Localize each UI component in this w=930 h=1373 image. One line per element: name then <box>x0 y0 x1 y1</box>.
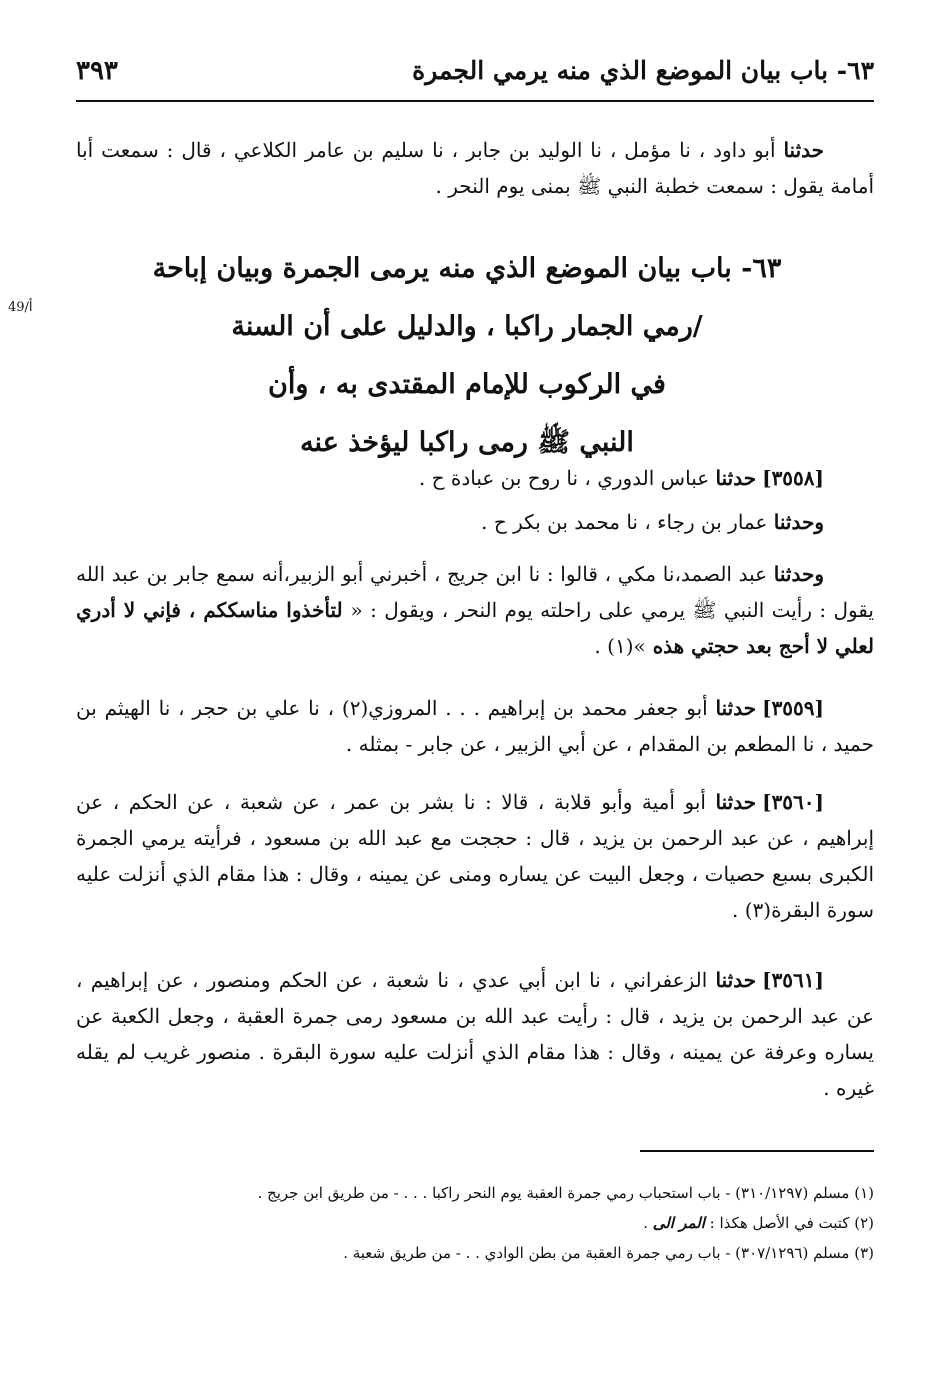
footnote-1: (١) مسلم (٣١٠/١٢٩٧) - باب استحباب رمي جمرة العقبة يوم النحر راكبا . . . - من طريق ابن جريج . <box>257 1184 874 1202</box>
footnote-separator <box>640 1150 874 1152</box>
chapter-line-1: ٦٣- باب بيان الموضع الذي منه يرمى الجمرة وبيان إباحة <box>152 253 782 284</box>
hadith-lead: حدثنا <box>715 790 757 814</box>
hadith-lead: حدثنا <box>715 968 757 992</box>
page-number: ٣٩٣ <box>76 56 118 86</box>
intro-lead: حدثنا <box>783 138 824 162</box>
footnote-2-text: (٢) كتبت في الأصل هكذا : <box>709 1214 874 1232</box>
hadith-lead: حدثنا <box>715 466 757 490</box>
hadith-3559-text <box>76 690 874 762</box>
margin-folio-note: 49/أ <box>8 300 33 315</box>
hadith-3561-text <box>76 962 874 1106</box>
running-title: ٦٣- باب بيان الموضع الذي منه يرمي الجمرة <box>412 56 874 85</box>
hadith-body: أبو أمية وأبو قلابة ، قالا : نا بشر بن عمر ، عن شعبة ، عن الحكم ، عن إبراهيم ، عن عبد الرحمن بن يزيد ، قال : حججت مع عبد الله بن مسعود ، فرأيته يرمي الجمرة الكبرى بسبع حصيات ، وجعل البيت عن يساره ومنى عن يمينه ، وقال : هذا مقام الذي أنزلت عليه سورة البقرة(٣) . <box>76 790 875 922</box>
footnotes <box>76 1178 874 1268</box>
intro-text <box>76 132 874 204</box>
hadith-body: عباس الدوري ، نا روح بن عبادة ح . <box>418 466 716 490</box>
hadith-number: [٣٥٦١] <box>762 968 824 992</box>
isnad-2 <box>76 504 874 540</box>
chapter-line-2: /رمي الجمار راكبا ، والدليل على أن السنة <box>231 311 703 342</box>
isnad-2-text <box>76 504 874 540</box>
manuscript-form: المر الى <box>652 1214 705 1232</box>
hadith-lead: حدثنا <box>715 696 757 720</box>
chapter-heading <box>60 240 874 472</box>
hadith-3561 <box>76 962 874 1106</box>
isnad-body: عبد الصمد،نا مكي ، قالوا : نا ابن جريج ، أخبرني أبو الزبير،أنه سمع جابر بن عبد الله يقول : رأيت النبي ﷺ يرمي على راحلته يوم النحر ، ويقول : « <box>76 562 874 622</box>
isnad-lead: وحدثنا <box>773 562 824 586</box>
intro-paragraph <box>76 132 874 204</box>
hadith-3560 <box>76 784 874 928</box>
hadith-number: [٣٥٦٠] <box>762 790 824 814</box>
intro-body: أبو داود ، نا مؤمل ، نا الوليد بن جابر ، نا سليم بن عامر الكلاعي ، قال : سمعت أبا أمامة يقول : سمعت خطبة النبي ﷺ بمنى يوم النحر . <box>76 138 874 198</box>
hadith-3560-text <box>76 784 874 928</box>
footnote-2-end: . <box>643 1214 653 1232</box>
hadith-body: أبو جعفر محمد بن إبراهيم . . . المروزي(٢) ، نا علي بن حجر ، نا الهيثم بن حميد ، نا المطعم بن المقدام ، عن أبي الزبير ، عن جابر - بمثله . <box>76 696 874 756</box>
prophetic-quote: لتأخذوا مناسككم ، فإني لا أدري لعلي لا أحج بعد حجتي هذه <box>76 598 874 658</box>
chapter-line-4: النبي ﷺ رمى راكبا ليؤخذ عنه <box>300 427 634 458</box>
quote-close: »(١) . <box>594 634 646 658</box>
hadith-number: [٣٥٥٩] <box>762 696 824 720</box>
hadith-number: [٣٥٥٨] <box>762 466 824 490</box>
hadith-3559 <box>76 690 874 762</box>
hadith-3558 <box>76 460 874 496</box>
hadith-body: الزعفراني ، نا ابن أبي عدي ، نا شعبة ، عن الحكم ومنصور ، عن إبراهيم ، عن عبد الرحمن بن يزيد ، قال : رأيت عبد الله بن مسعود رمى جمرة العقبة ، وجعل الكعبة عن يساره وعرفة عن يمينه ، وقال : هذا مقام الذي أنزلت عليه سورة البقرة . منصور غريب لم يقله غيره . <box>76 968 874 1100</box>
chapter-line-3: في الركوب للإمام المقتدى به ، وأن <box>268 369 666 400</box>
isnad-body: عمار بن رجاء ، نا محمد بن بكر ح . <box>481 510 774 534</box>
isnad-lead: وحدثنا <box>773 510 824 534</box>
isnad-3 <box>76 556 874 664</box>
page-header <box>76 52 874 102</box>
isnad-3-text <box>76 556 874 664</box>
footnote-3: (٣) مسلم (٣٠٧/١٢٩٦) - باب رمي جمرة العقبة من بطن الوادي . . - من طريق شعبة . <box>343 1244 874 1262</box>
hadith-3558-text <box>76 460 874 496</box>
footnote-2 <box>76 1208 874 1238</box>
